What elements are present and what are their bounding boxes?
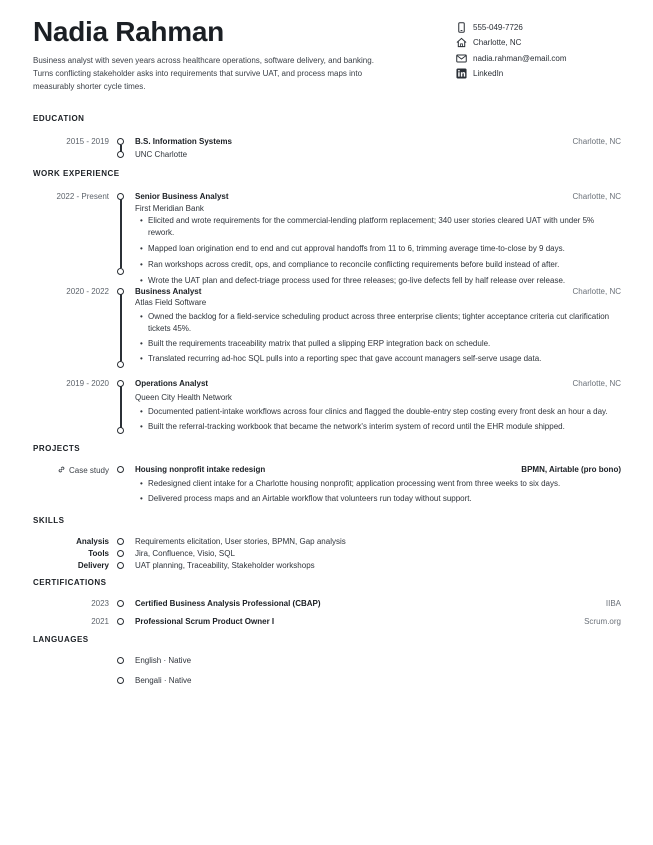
timeline-dot [117, 361, 124, 368]
job-company: Atlas Field Software [135, 298, 207, 307]
job-title: Business Analyst [135, 287, 202, 296]
job-timeline-line [120, 199, 122, 268]
linkedin-icon [455, 68, 467, 80]
timeline-dot [117, 550, 124, 557]
project-title: Housing nonprofit intake redesign [135, 465, 266, 474]
list-item: • Built the referral-tracking workbook that became the network's interim system of record until the EHR module shipped. [140, 421, 620, 433]
job-location: Charlotte, NC [572, 192, 621, 201]
cert-name: Certified Business Analysis Professional (CBAP) [135, 599, 321, 608]
mail-icon [455, 52, 467, 64]
timeline-dot [117, 538, 124, 545]
profile-summary: Business analyst with seven years across healthcare operations, software delivery, and banking. Turns conflicting stakeholder asks into requirements that survive UAT, and process maps into measurably shorter cycle times. [33, 56, 374, 91]
job-timeline-line [120, 294, 122, 361]
job-bullets [140, 311, 620, 365]
project-label[interactable] [9, 465, 109, 475]
section-skills-heading: SKILLS [33, 516, 65, 525]
timeline-dot [117, 151, 124, 158]
job-title: Senior Business Analyst [135, 192, 229, 201]
contact-linkedin[interactable] [455, 66, 645, 81]
section-education-heading: EDUCATION [33, 114, 85, 123]
job-location: Charlotte, NC [572, 287, 621, 296]
job-dates: 2019 - 2020 [66, 379, 109, 388]
project-label-text: Case study [68, 466, 109, 475]
home-icon [455, 37, 467, 49]
language-item: English · Native [135, 656, 192, 665]
timeline-dot [117, 427, 124, 434]
cert-year: 2023 [91, 599, 109, 608]
list-item: • Elicited and wrote requirements for the commercial-lending platform replacement; 340 user stories cleared UAT with under 5% rework. [140, 215, 620, 239]
cert-issuer: IIBA [605, 599, 621, 608]
contact-block [455, 20, 645, 81]
job-company: First Meridian Bank [135, 204, 204, 213]
list-item: • Ran workshops across credit, ops, and compliance to reconcile conflicting requirements before build instead of after. [140, 259, 620, 271]
timeline-dot [117, 193, 124, 200]
section-certifications-heading: CERTIFICATIONS [33, 578, 107, 587]
timeline-dot [117, 380, 124, 387]
timeline-dot [117, 657, 124, 664]
skill-label: Delivery [77, 561, 109, 570]
list-item: • Delivered process maps and an Airtable workflow that volunteers run today without support. [140, 493, 620, 505]
contact-location [455, 35, 645, 50]
location-text: Charlotte, NC [473, 38, 522, 48]
job-dates: 2020 - 2022 [66, 287, 109, 296]
section-work-heading: WORK EXPERIENCE [33, 169, 120, 178]
job-company: Queen City Health Network [135, 393, 232, 402]
list-item: • Mapped loan origination end to end and cut approval handoffs from 11 to 6, trimming average time-to-close by 9 days. [140, 243, 620, 255]
list-item: • Built the requirements traceability matrix that pulled a slipping ERP integration back on schedule. [140, 338, 620, 350]
language-item: Bengali · Native [135, 676, 192, 685]
email-link[interactable]: nadia.rahman@email.com [473, 53, 567, 63]
candidate-name: Nadia Rahman [33, 16, 224, 47]
section-languages-heading: LANGUAGES [33, 635, 89, 644]
skill-value: UAT planning, Traceability, Stakeholder workshops [135, 561, 315, 570]
education-dates: 2015 - 2019 [66, 137, 109, 146]
contact-phone [455, 20, 645, 35]
timeline-dot [117, 600, 124, 607]
timeline-dot [117, 562, 124, 569]
project-bullets [140, 478, 620, 505]
job-bullets [140, 406, 620, 433]
education-degree: B.S. Information Systems [135, 137, 232, 146]
timeline-dot [117, 288, 124, 295]
timeline-dot [117, 466, 124, 473]
cert-year: 2021 [91, 617, 109, 626]
link-icon [57, 465, 66, 474]
job-timeline-line [120, 386, 122, 428]
skill-label: Tools [88, 549, 109, 558]
section-projects-heading: PROJECTS [33, 444, 81, 453]
phone-icon [455, 22, 467, 34]
linkedin-link[interactable]: LinkedIn [473, 69, 504, 79]
education-location: Charlotte, NC [572, 137, 621, 146]
cert-name: Professional Scrum Product Owner I [135, 617, 275, 626]
timeline-dot [117, 618, 124, 625]
list-item: • Owned the backlog for a field-service scheduling product across three enterprise clients; tighter acceptance criteria cut clarification tickets 45%. [140, 311, 620, 335]
timeline-dot [117, 677, 124, 684]
education-school: UNC Charlotte [135, 150, 188, 159]
timeline-dot [117, 268, 124, 275]
cert-issuer: Scrum.org [584, 617, 621, 626]
phone-text: 555-049-7726 [473, 23, 523, 33]
list-item: • Documented patient-intake workflows across four clinics and flagged the double-entry step costing every front desk an hour a day. [140, 406, 620, 418]
list-item: • Translated recurring ad-hoc SQL pulls into a reporting spec that gave account managers self-serve usage data. [140, 353, 620, 365]
timeline-dot [117, 138, 124, 145]
skill-value: Jira, Confluence, Visio, SQL [135, 549, 235, 558]
skill-label: Analysis [76, 537, 109, 546]
job-location: Charlotte, NC [572, 379, 621, 388]
list-item: • Wrote the UAT plan and defect-triage process used for three releases; go-live defects fell by half release over release. [140, 275, 620, 287]
job-dates: 2022 - Present [56, 192, 109, 201]
list-item: • Redesigned client intake for a Charlotte housing nonprofit; application processing went from three weeks to six days. [140, 478, 620, 490]
contact-email[interactable] [455, 51, 645, 66]
project-tools: BPMN, Airtable (pro bono) [521, 465, 621, 474]
skill-value: Requirements elicitation, User stories, BPMN, Gap analysis [135, 537, 346, 546]
job-bullets [140, 215, 620, 287]
job-title: Operations Analyst [135, 379, 209, 388]
